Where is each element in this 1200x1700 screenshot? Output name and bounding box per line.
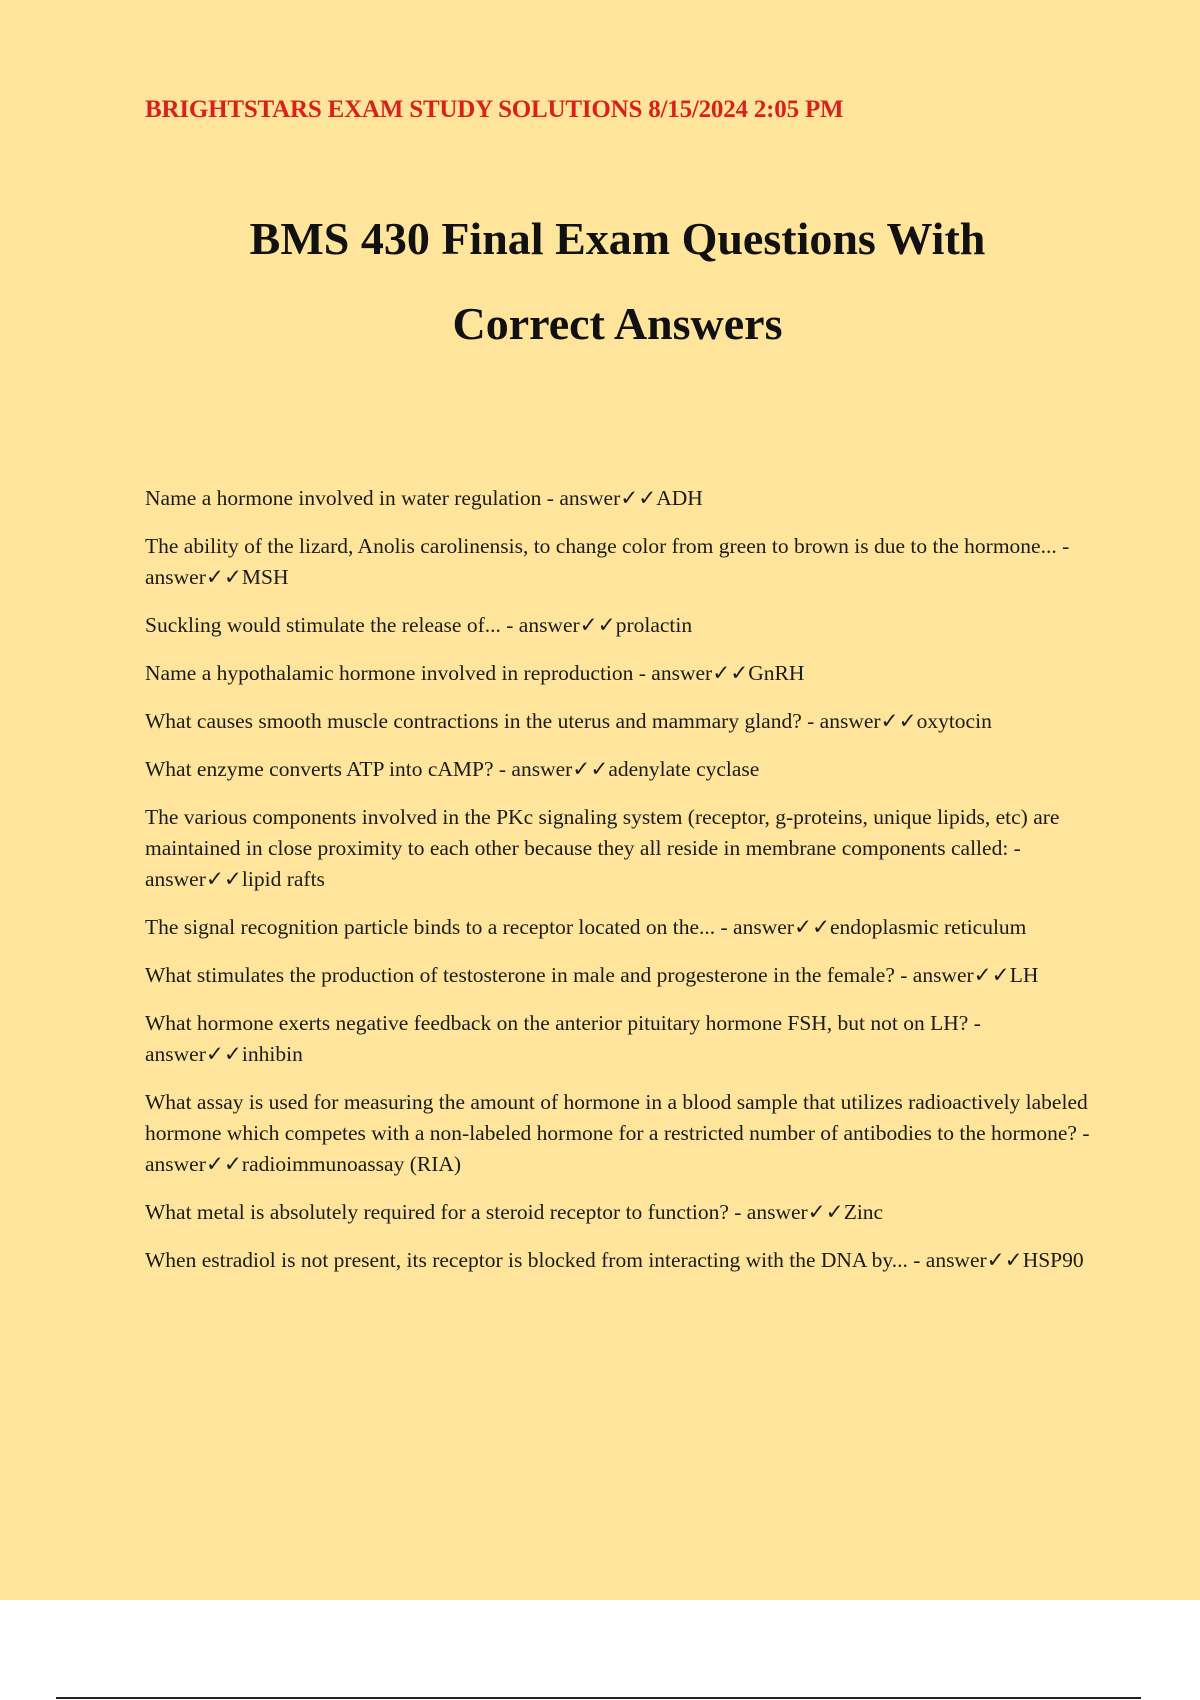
qa-item: Name a hypothalamic hormone involved in reproduction - answer✓✓GnRH <box>145 661 805 685</box>
qa-item: What metal is absolutely required for a steroid receptor to function? - answer✓✓Zinc <box>145 1200 884 1224</box>
qa-item: What hormone exerts negative feedback on the anterior pituitary hormone FSH, but not on LH? - answer✓✓inhibin <box>145 1011 981 1066</box>
title-line-1: BMS 430 Final Exam Questions With <box>249 213 986 264</box>
qa-item: Suckling would stimulate the release of... - answer✓✓prolactin <box>145 613 693 637</box>
qa-item: What causes smooth muscle contractions in the uterus and mammary gland? - answer✓✓oxytocin <box>145 709 992 733</box>
qa-list <box>145 483 1095 1293</box>
qa-item: What assay is used for measuring the amount of hormone in a blood sample that utilizes radioactively labeled hormone which competes with a non-labeled hormone for a restricted number of antibodies to the hormone? - answer✓✓radioimmunoassay (RIA) <box>145 1090 1090 1176</box>
qa-item: When estradiol is not present, its receptor is blocked from interacting with the DNA by... - answer✓✓HSP90 <box>145 1248 1084 1272</box>
header-banner: BRIGHTSTARS EXAM STUDY SOLUTIONS 8/15/2024 2:05 PM <box>145 96 844 123</box>
qa-item: What enzyme converts ATP into cAMP? - answer✓✓adenylate cyclase <box>145 757 760 781</box>
qa-item: The signal recognition particle binds to a receptor located on the... - answer✓✓endoplasmic reticulum <box>145 915 1027 939</box>
qa-item: What stimulates the production of testosterone in male and progesterone in the female? - answer✓✓LH <box>145 963 1039 987</box>
page-title <box>0 196 1200 366</box>
qa-item: Name a hormone involved in water regulation - answer✓✓ADH <box>145 486 703 510</box>
title-line-2: Correct Answers <box>452 298 783 349</box>
qa-item: The various components involved in the PKc signaling system (receptor, g-proteins, unique lipids, etc) are maintained in close proximity to each other because they all reside in membrane components called: - answer✓✓lipid rafts <box>145 805 1060 891</box>
qa-item: The ability of the lizard, Anolis carolinensis, to change color from green to brown is due to the hormone... - answer✓✓MSH <box>145 534 1070 589</box>
page-divider <box>56 1697 1141 1699</box>
